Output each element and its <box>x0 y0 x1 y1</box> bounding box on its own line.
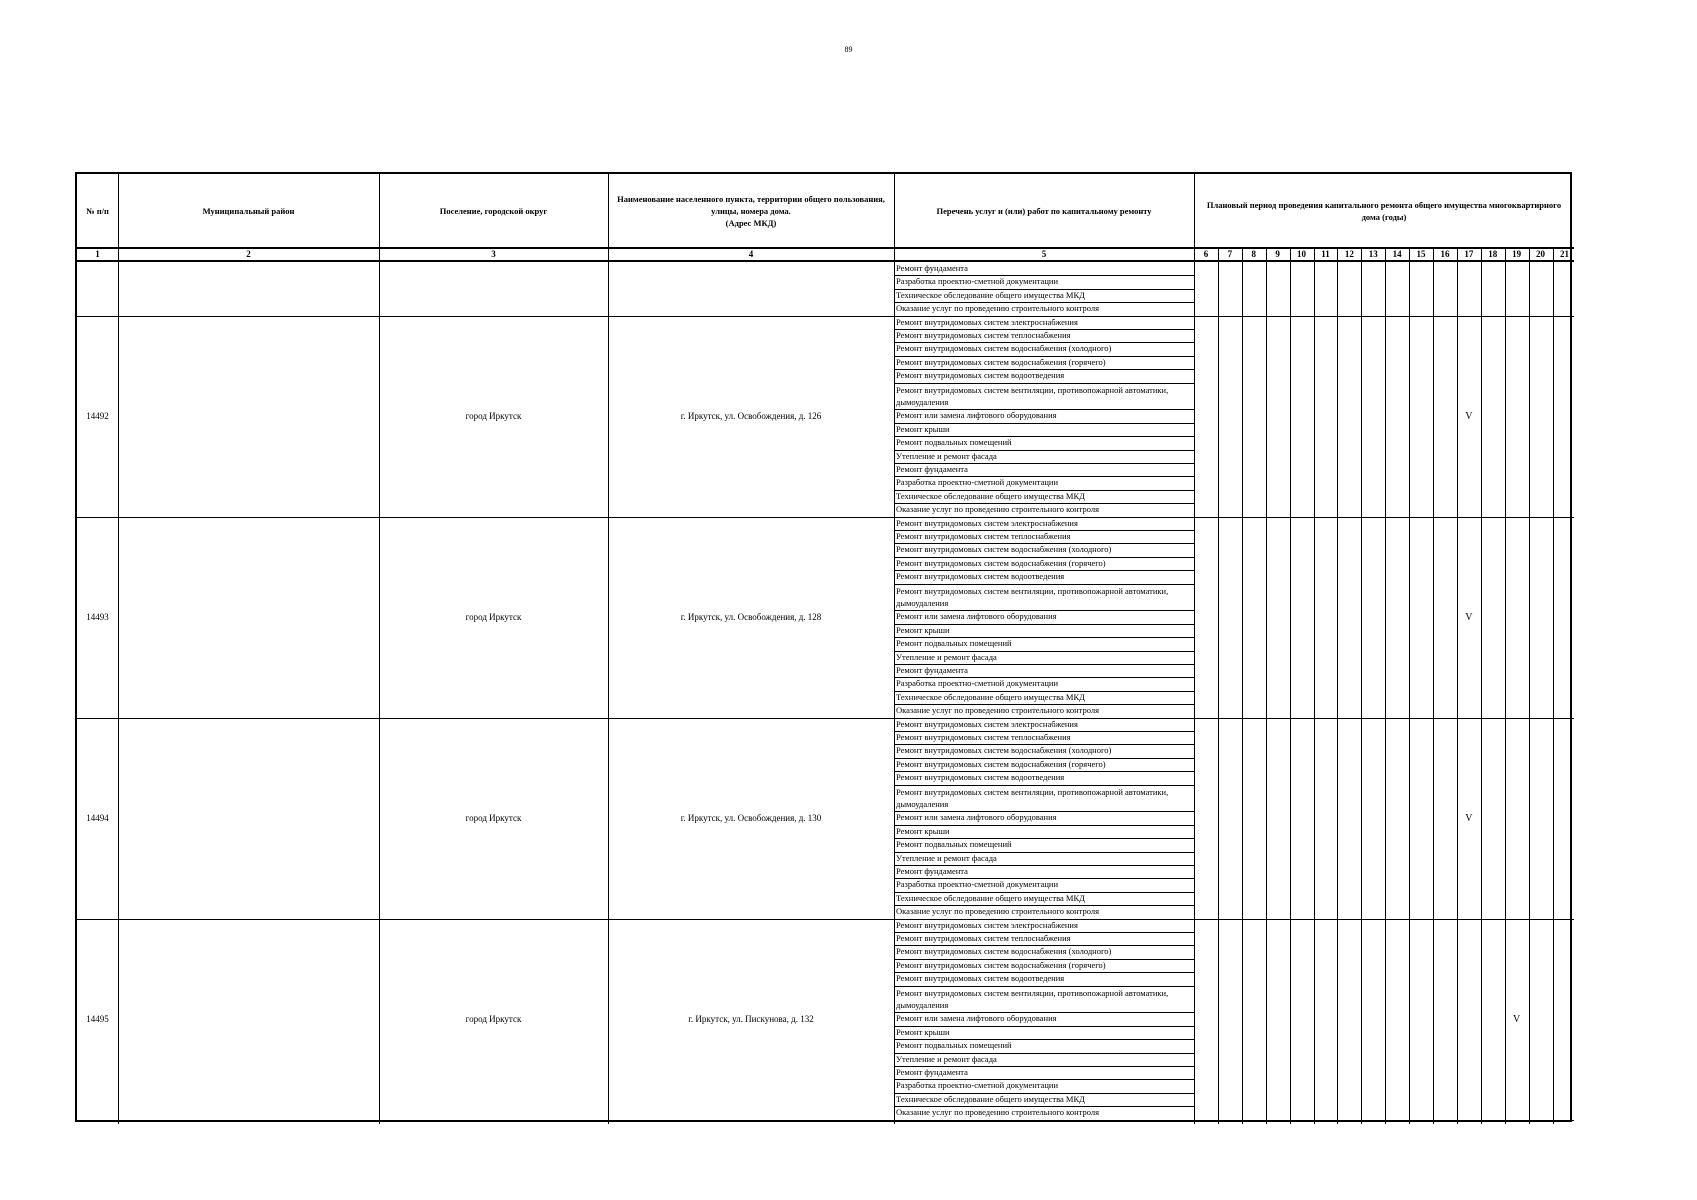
municipal-district <box>118 316 379 517</box>
column-number: 21 <box>1559 249 1569 259</box>
work-item: Утепление и ремонт фасада <box>896 852 997 863</box>
settlement <box>379 262 608 316</box>
work-item: Ремонт внутридомовых систем теплоснабжения <box>896 531 1071 541</box>
settlement: город Иркутск <box>465 813 522 824</box>
work-item: Ремонт или замена лифтового оборудования <box>896 812 1057 823</box>
year-mark: V <box>1465 812 1473 824</box>
column-number: 3 <box>491 249 496 259</box>
work-item: Ремонт или замена лифтового оборудования <box>896 410 1057 421</box>
work-item: Ремонт внутридомовых систем электроснабжения <box>896 919 1078 930</box>
year-mark: V <box>1465 611 1473 623</box>
work-item: Ремонт фундамента <box>896 1067 968 1077</box>
header-planned-period: Плановый период проведения капитального ремонта общего имущества многоквартирного дома (годы) <box>1206 200 1562 222</box>
work-item: Ремонт внутридомовых систем водоотведения <box>896 973 1065 984</box>
work-item: Ремонт фундамента <box>896 263 968 273</box>
column-divider <box>118 174 119 1124</box>
header-works-list: Перечень услуг и (или) работ по капитальному ремонту <box>936 206 1152 216</box>
column-number: 10 <box>1297 249 1307 259</box>
settlement: город Иркутск <box>465 612 522 623</box>
column-number: 15 <box>1416 249 1426 259</box>
work-item: Разработка проектно-сметной документации <box>896 276 1059 287</box>
year-column-divider <box>1290 248 1291 1124</box>
year-mark: V <box>1513 1013 1521 1025</box>
year-column-divider <box>1314 248 1315 1124</box>
year-column-divider <box>1266 248 1267 1124</box>
capital-repair-table <box>75 172 1572 1122</box>
address: г. Иркутск, ул. Освобождения, д. 130 <box>680 813 822 824</box>
work-item: Ремонт крыши <box>896 825 950 836</box>
work-item: Ремонт подвальных помещений <box>896 437 1012 448</box>
work-item: Ремонт внутридомовых систем водоснабжения (горячего) <box>896 959 1106 970</box>
work-item: Ремонт фундамента <box>896 464 968 474</box>
year-column-divider <box>1409 248 1410 1124</box>
column-number: 1 <box>95 249 100 259</box>
year-column-divider <box>1457 248 1458 1124</box>
address: г. Иркутск, ул. Освобождения, д. 126 <box>680 411 822 422</box>
year-column-divider <box>1218 248 1219 1124</box>
work-item: Ремонт или замена лифтового оборудования <box>896 1013 1057 1024</box>
page-number: 89 <box>844 45 853 54</box>
settlement: город Иркутск <box>465 1014 522 1025</box>
year-mark: V <box>1465 410 1473 422</box>
work-item: Оказание услуг по проведению строительного контроля <box>896 705 1099 716</box>
column-number: 14 <box>1392 249 1402 259</box>
column-number: 8 <box>1251 249 1256 259</box>
work-item: Оказание услуг по проведению строительного контроля <box>896 303 1099 314</box>
work-item: Разработка проектно-сметной документации <box>896 678 1059 689</box>
column-number: 12 <box>1344 249 1354 259</box>
work-item: Техническое обследование общего имущества МКД <box>896 490 1085 501</box>
column-number: 18 <box>1488 249 1498 259</box>
municipal-district <box>118 517 379 718</box>
work-item: Ремонт внутридомовых систем водоснабжения (холодного) <box>896 544 1112 555</box>
work-item: Ремонт внутридомовых систем водоснабжения (холодного) <box>896 343 1112 354</box>
column-number: 4 <box>748 249 754 259</box>
work-item: Ремонт подвальных помещений <box>896 638 1012 649</box>
municipal-district <box>118 718 379 919</box>
work-item: Ремонт внутридомовых систем вентиляции, противопожарной автоматики, дымоудаления <box>896 987 1169 1010</box>
work-item: Ремонт внутридомовых систем вентиляции, противопожарной автоматики, дымоудаления <box>896 384 1169 407</box>
address: г. Иркутск, ул. Освобождения, д. 128 <box>680 612 822 623</box>
column-number: 17 <box>1464 249 1474 259</box>
header-row-number: № п/п <box>86 206 109 216</box>
municipal-district <box>118 262 379 316</box>
row-number: 14492 <box>86 411 109 422</box>
work-item: Оказание услуг по проведению строительного контроля <box>896 1107 1099 1118</box>
work-item: Ремонт внутридомовых систем теплоснабжения <box>896 933 1071 943</box>
header-address: Наименование населенного пункта, территории общего пользования, улицы, номера дома. (Адрес МКД) <box>617 194 885 228</box>
column-number: 16 <box>1440 249 1450 259</box>
work-item: Утепление и ремонт фасада <box>896 651 997 662</box>
work-item: Ремонт внутридомовых систем электроснабжения <box>896 517 1078 528</box>
column-divider <box>1194 174 1195 1124</box>
year-column-divider <box>1553 248 1554 1124</box>
work-item: Утепление и ремонт фасада <box>896 450 997 461</box>
header-bottom-line <box>77 247 1574 249</box>
work-item: Утепление и ремонт фасада <box>896 1053 997 1064</box>
column-number: 20 <box>1536 249 1546 259</box>
work-item: Ремонт внутридомовых систем теплоснабжения <box>896 732 1071 742</box>
work-item: Разработка проектно-сметной документации <box>896 1080 1059 1091</box>
row-number <box>77 262 118 316</box>
work-item: Ремонт крыши <box>896 423 950 434</box>
year-column-divider <box>1337 248 1338 1124</box>
work-item: Ремонт крыши <box>896 1026 950 1037</box>
work-item: Техническое обследование общего имущества МКД <box>896 1093 1085 1104</box>
column-divider <box>379 174 380 1124</box>
work-item: Разработка проектно-сметной документации <box>896 477 1059 488</box>
work-item: Ремонт внутридомовых систем водоотведения <box>896 370 1065 381</box>
row-number: 14495 <box>86 1014 109 1025</box>
work-item: Ремонт фундамента <box>896 665 968 675</box>
work-item: Ремонт внутридомовых систем водоснабжения (холодного) <box>896 946 1112 957</box>
work-item: Техническое обследование общего имущества МКД <box>896 892 1085 903</box>
work-item: Ремонт подвальных помещений <box>896 839 1012 850</box>
work-item: Ремонт внутридомовых систем водоснабжения (горячего) <box>896 356 1106 367</box>
work-item: Ремонт внутридомовых систем водоотведения <box>896 571 1065 582</box>
column-divider <box>608 174 609 1124</box>
column-number: 11 <box>1321 249 1330 259</box>
address <box>608 262 894 316</box>
year-column-divider <box>1242 248 1243 1124</box>
work-item: Ремонт внутридомовых систем электроснабжения <box>896 718 1078 729</box>
settlement: город Иркутск <box>465 411 522 422</box>
year-column-divider <box>1361 248 1362 1124</box>
work-item: Ремонт внутридомовых систем водоснабжения (горячего) <box>896 557 1106 568</box>
column-divider <box>894 174 895 1124</box>
work-item: Ремонт подвальных помещений <box>896 1040 1012 1051</box>
work-item: Ремонт фундамента <box>896 866 968 876</box>
work-item: Ремонт внутридомовых систем вентиляции, противопожарной автоматики, дымоудаления <box>896 585 1169 608</box>
header-settlement: Поселение, городской округ <box>439 206 548 216</box>
year-column-divider <box>1385 248 1386 1124</box>
address: г. Иркутск, ул. Пискунова, д. 132 <box>688 1014 814 1025</box>
work-item: Ремонт внутридомовых систем электроснабжения <box>896 316 1078 327</box>
work-item: Техническое обследование общего имущества МКД <box>896 691 1085 702</box>
work-item: Ремонт внутридомовых систем теплоснабжения <box>896 330 1071 340</box>
header-municipal-district: Муниципальный район <box>202 206 295 216</box>
column-number: 2 <box>246 249 251 259</box>
column-number: 5 <box>1041 249 1047 259</box>
year-column-divider <box>1433 248 1434 1124</box>
year-column-divider <box>1505 248 1506 1124</box>
column-number: 19 <box>1512 249 1522 259</box>
work-item: Оказание услуг по проведению строительного контроля <box>896 906 1099 917</box>
column-number: 7 <box>1227 249 1233 259</box>
column-number: 9 <box>1275 249 1280 259</box>
work-item: Ремонт внутридомовых систем водоснабжения (холодного) <box>896 745 1112 756</box>
work-item: Ремонт крыши <box>896 624 950 635</box>
work-item: Ремонт или замена лифтового оборудования <box>896 611 1057 622</box>
work-item: Разработка проектно-сметной документации <box>896 879 1059 890</box>
column-number: 13 <box>1368 249 1378 259</box>
row-number: 14493 <box>86 612 109 623</box>
row-bottom-line <box>77 1120 1574 1121</box>
year-column-divider <box>1529 248 1530 1124</box>
work-item: Ремонт внутридомовых систем водоснабжения (горячего) <box>896 758 1106 769</box>
work-item: Техническое обследование общего имущества МКД <box>896 289 1085 300</box>
work-item: Ремонт внутридомовых систем вентиляции, противопожарной автоматики, дымоудаления <box>896 786 1169 809</box>
municipal-district <box>118 919 379 1120</box>
column-number: 6 <box>1203 249 1209 259</box>
work-item: Оказание услуг по проведению строительного контроля <box>896 504 1099 515</box>
row-number: 14494 <box>86 813 109 824</box>
year-column-divider <box>1481 248 1482 1124</box>
work-item: Ремонт внутридомовых систем водоотведения <box>896 772 1065 783</box>
